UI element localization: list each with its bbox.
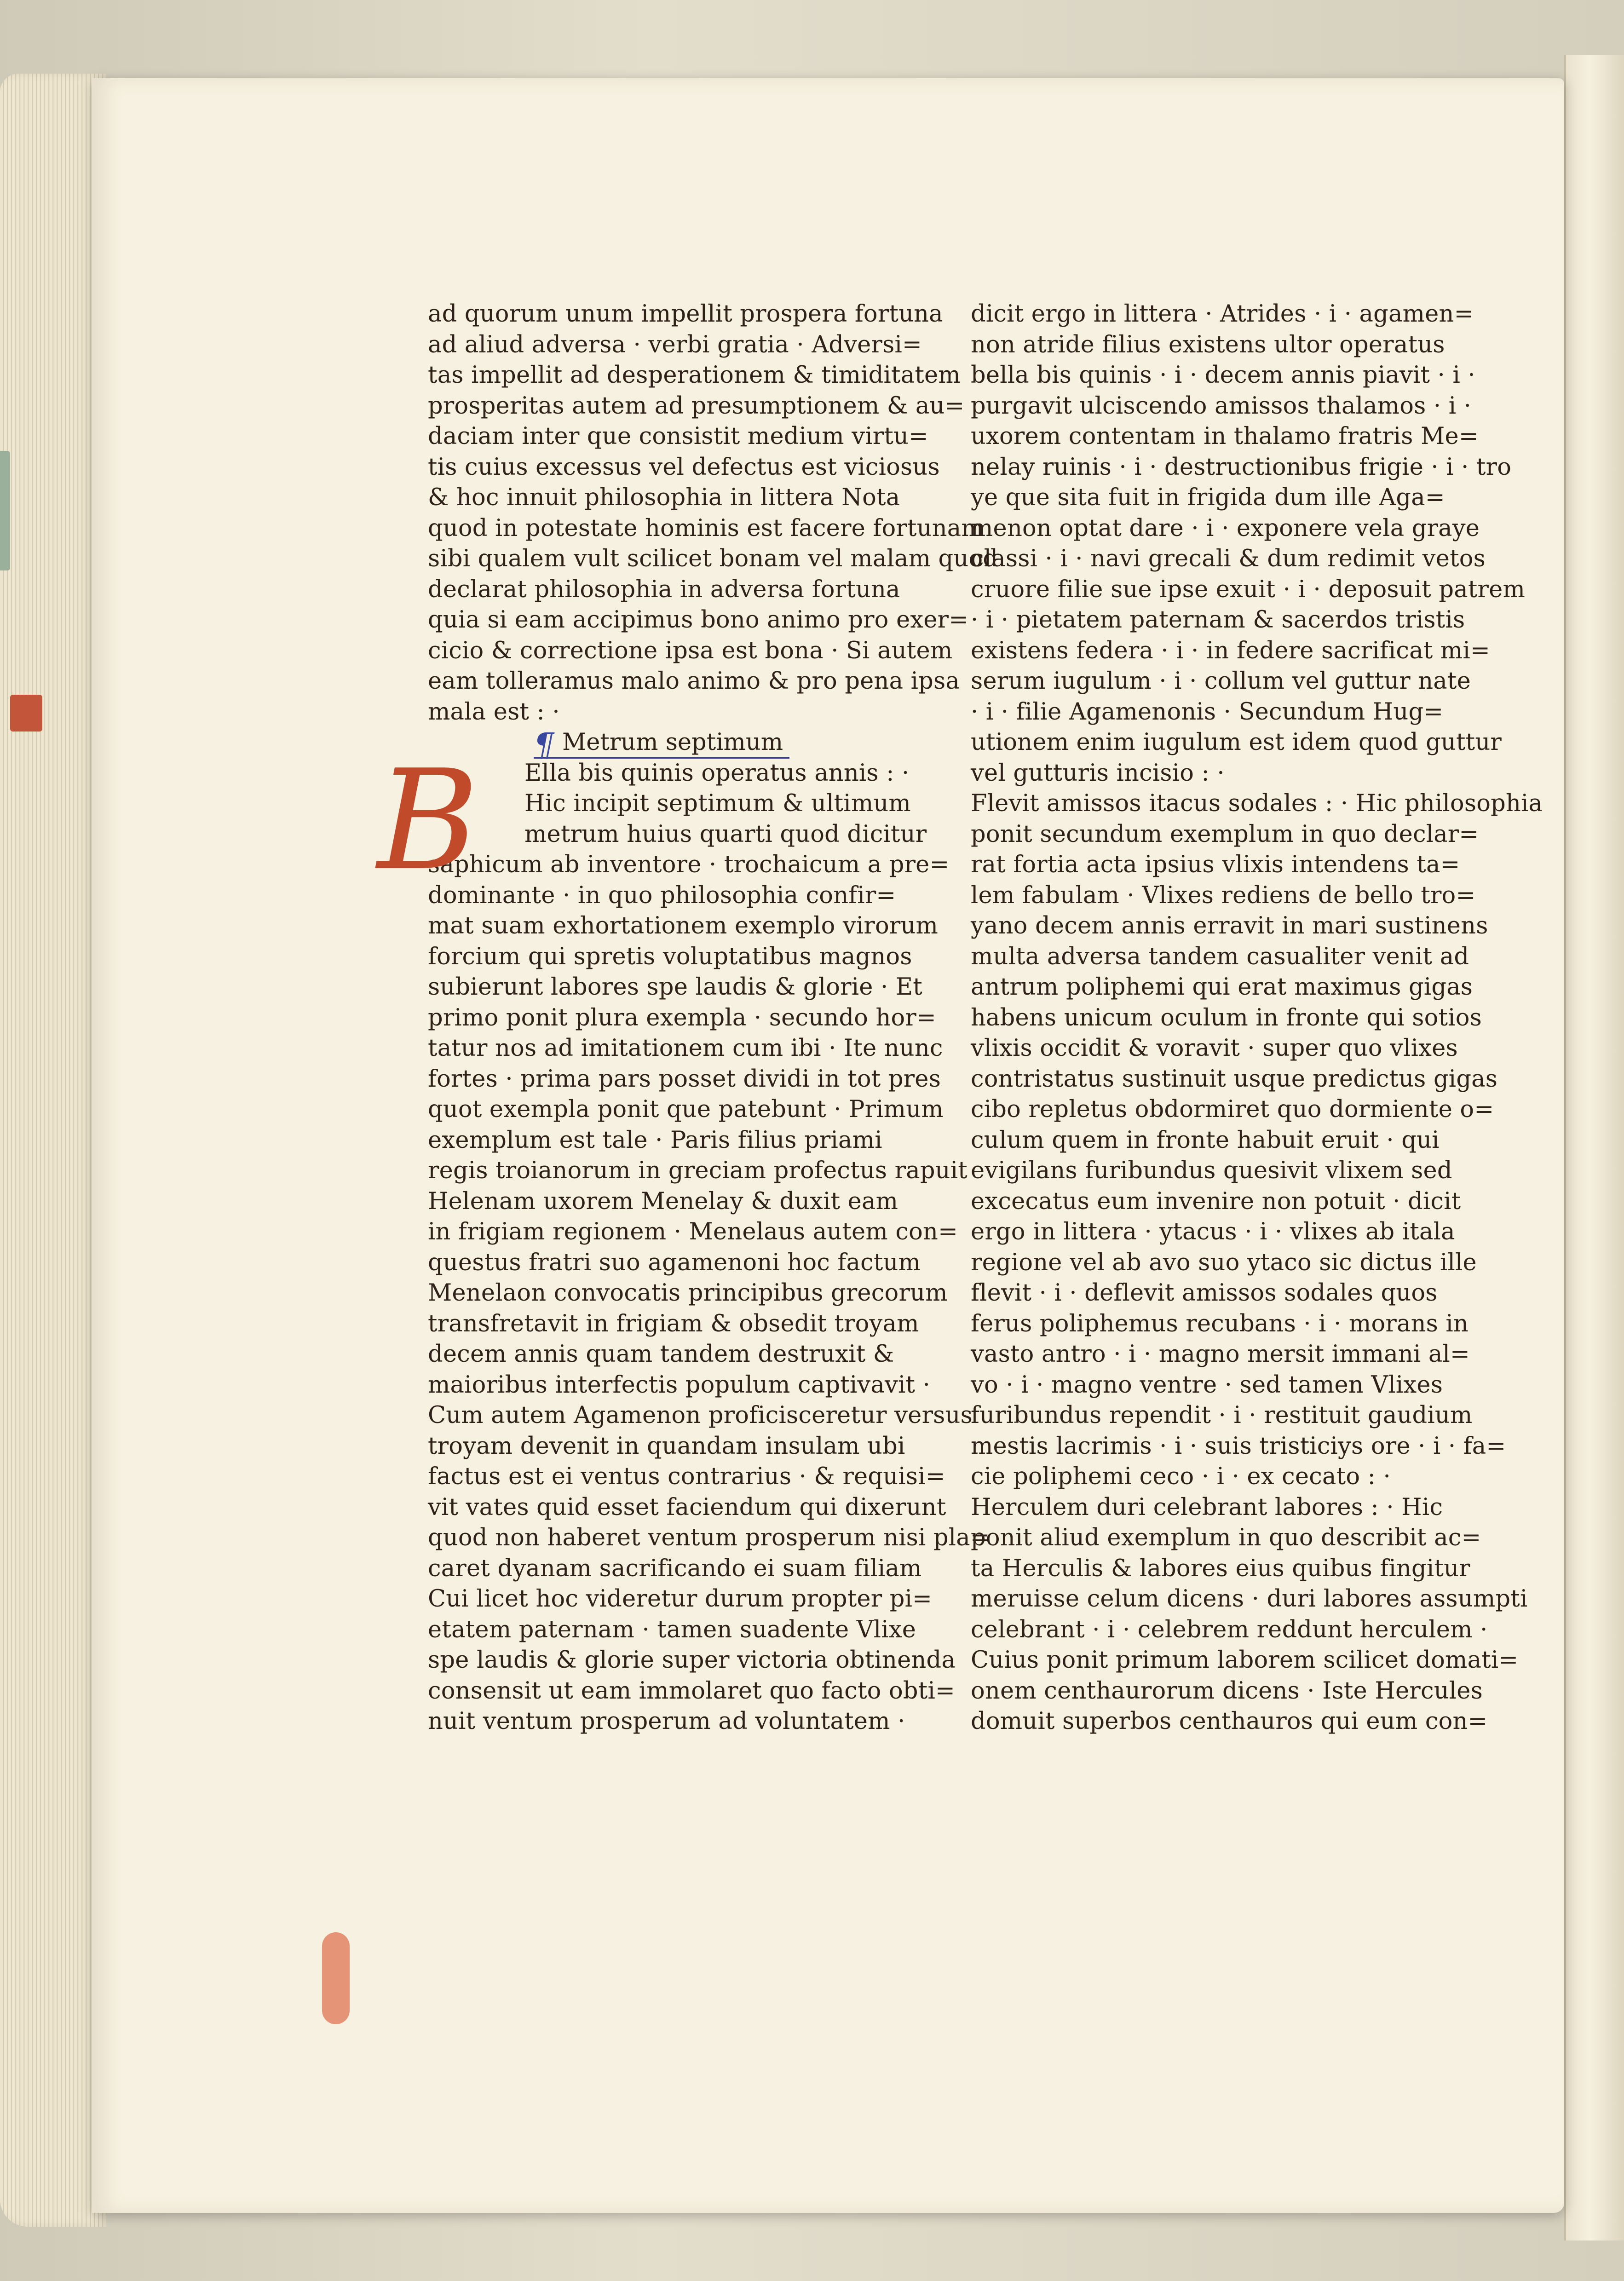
facing-page-edge	[1564, 55, 1624, 2241]
text-line: Cuius ponit primum laborem scilicet domati=	[971, 1647, 1519, 1674]
text-line: furibundus rependit · i · restituit gaudium	[971, 1402, 1473, 1429]
text-line: transfretavit in frigiam & obsedit troyam	[428, 1310, 919, 1337]
text-line: meruisse celum dicens · duri labores assumpti	[971, 1585, 1528, 1613]
text-line: quod non haberet ventum prosperum nisi pla=	[428, 1524, 990, 1551]
metrum-heading-text: Metrum septimum	[562, 729, 783, 756]
text-line: Cum autem Agamenon proficisceretur versus	[428, 1402, 973, 1429]
text-line: Cui licet hoc videretur durum propter pi=	[428, 1585, 933, 1613]
text-line: saphicum ab inventore · trochaicum a pre=	[428, 851, 950, 878]
text-line: & hoc innuit philosophia in littera Nota	[428, 484, 900, 511]
text-line: classi · i · navi grecali & dum redimit vetos	[971, 545, 1486, 572]
paragraph-mark-icon: ¶	[534, 726, 554, 764]
left-column	[377, 299, 998, 1737]
text-line: rat fortia acta ipsius vlixis intendens ta=	[971, 851, 1460, 878]
text-line: mestis lacrimis · i · suis tristiciys ore · i · fa=	[971, 1432, 1506, 1460]
text-line: quot exempla ponit que patebunt · Primum	[428, 1096, 944, 1123]
text-line: tis cuius excessus vel defectus est viciosus	[428, 453, 940, 481]
text-line: consensit ut eam immolaret quo facto obti=	[428, 1677, 955, 1705]
metrum-heading	[428, 726, 934, 764]
text-line: daciam inter que consistit medium virtu=	[428, 423, 928, 450]
text-line: vel gutturis incisio : ·	[971, 759, 1225, 787]
text-line: Flevit amissos itacus sodales : · Hic philosophia	[971, 790, 1543, 817]
text-line: caret dyanam sacrificando ei suam filiam	[428, 1555, 922, 1582]
text-line: mat suam exhortationem exemplo virorum	[428, 912, 939, 939]
text-line: subierunt labores spe laudis & glorie · Et	[428, 973, 922, 1001]
text-line: ferus poliphemus recubans · i · morans in	[971, 1310, 1469, 1337]
text-line: lem fabulam · Vlixes rediens de bello tro=	[971, 881, 1476, 909]
text-line: ponit secundum exemplum in quo declar=	[971, 820, 1479, 848]
text-line: antrum poliphemi qui erat maximus gigas	[971, 973, 1473, 1001]
text-line: contristatus sustinuit usque predictus gigas	[971, 1065, 1498, 1093]
text-line: serum iugulum · i · collum vel guttur nate	[971, 668, 1471, 695]
left-column-top	[428, 299, 998, 727]
text-line: vasto antro · i · magno mersit immani al=	[971, 1341, 1470, 1368]
text-line: purgavit ulciscendo amissos thalamos · i ·	[971, 392, 1472, 420]
text-line: ergo in littera · ytacus · i · vlixes ab itala	[971, 1218, 1455, 1245]
ink-blemish	[322, 1932, 350, 2024]
text-line: yano decem annis erravit in mari sustinens	[971, 912, 1488, 939]
text-line: ye que sita fuit in frigida dum ille Aga=	[971, 484, 1445, 511]
text-line: ad aliud adversa · verbi gratia · Adversi=	[428, 331, 922, 358]
text-line: excecatus eum invenire non potuit · dicit	[971, 1187, 1461, 1215]
text-line: multa adversa tandem casualiter venit ad	[971, 943, 1469, 970]
text-line: culum quem in fronte habuit eruit · qui	[971, 1126, 1440, 1154]
text-line: · i · filie Agamenonis · Secundum Hug=	[971, 698, 1444, 726]
text-line: non atride filius existens ultor operatus	[971, 331, 1445, 358]
text-line: Helenam uxorem Menelay & duxit eam	[428, 1187, 898, 1215]
text-line: sibi qualem vult scilicet bonam vel malam quod	[428, 545, 998, 572]
text-line: ponit aliud exemplum in quo describit ac=	[971, 1524, 1481, 1551]
text-line: prosperitas autem ad presumptionem & au=	[428, 392, 965, 420]
text-line: ta Herculis & labores eius quibus fingitur	[971, 1555, 1470, 1582]
text-line: nuit ventum prosperum ad voluntatem ·	[428, 1708, 905, 1735]
text-line: regione vel ab avo suo ytaco sic dictus ille	[971, 1249, 1477, 1276]
text-line: dicit ergo in littera · Atrides · i · agamen=	[971, 300, 1474, 328]
text-line: fortes · prima pars posset dividi in tot pres	[428, 1065, 941, 1093]
text-line: quod in potestate hominis est facere fortunam	[428, 514, 984, 542]
text-line: forcium qui spretis voluptatibus magnos	[428, 943, 912, 970]
text-line: onem centhaurorum dicens · Iste Hercules	[971, 1677, 1483, 1705]
text-line: cie poliphemi ceco · i · ex cecato : ·	[971, 1463, 1391, 1490]
text-line: exemplum est tale · Paris filius priami	[428, 1126, 882, 1154]
text-line: etatem paternam · tamen suadente Vlixe	[428, 1616, 916, 1643]
text-line: celebrant · i · celebrem reddunt herculem ·	[971, 1616, 1488, 1643]
text-line: decem annis quam tandem destruxit &	[428, 1341, 894, 1368]
text-line: spe laudis & glorie super victoria obtinenda	[428, 1647, 956, 1674]
text-line: mala est : ·	[428, 698, 560, 726]
text-line: Ella bis quinis operatus annis : ·	[524, 759, 910, 787]
text-line: in frigiam regionem · Menelaus autem con=	[428, 1218, 958, 1245]
text-line: Menelaon convocatis principibus grecorum	[428, 1279, 948, 1307]
text-line: quia si eam accipimus bono animo pro exer=	[428, 606, 969, 634]
red-tab-marker	[10, 695, 42, 732]
text-line: Hic incipit septimum & ultimum	[524, 790, 911, 817]
text-line: domuit superbos centhauros qui eum con=	[971, 1708, 1488, 1735]
metrum-heading-box	[534, 726, 789, 764]
text-line: vlixis occidit & voravit · super quo vlixes	[971, 1035, 1458, 1062]
text-line: troyam devenit in quandam insulam ubi	[428, 1432, 905, 1460]
text-line: Herculem duri celebrant labores : · Hic	[971, 1493, 1443, 1521]
text-line: utionem enim iugulum est idem quod guttur	[971, 729, 1502, 756]
text-line: declarat philosophia in adversa fortuna	[428, 576, 900, 603]
page-edges	[0, 74, 106, 2227]
right-column	[971, 299, 1543, 1737]
text-line: nelay ruinis · i · destructionibus frigie · i · tro	[971, 453, 1512, 481]
text-line: cruore filie sue ipse exuit · i · deposuit patrem	[971, 576, 1526, 603]
text-line: factus est ei ventus contrarius · & requisi=	[428, 1463, 945, 1490]
text-line: vit vates quid esset faciendum qui dixerunt	[428, 1493, 946, 1521]
text-line: cibo repletus obdormiret quo dormiente o=	[971, 1096, 1494, 1123]
text-line: uxorem contentam in thalamo fratris Me=	[971, 423, 1479, 450]
decorated-initial: B	[377, 740, 479, 901]
text-line: vo · i · magno ventre · sed tamen Vlixes	[971, 1371, 1443, 1399]
text-line: bella bis quinis · i · decem annis piavit · i ·	[971, 362, 1475, 389]
text-line: ad quorum unum impellit prospera fortuna	[428, 300, 943, 328]
text-line: primo ponit plura exempla · secundo hor=	[428, 1004, 936, 1031]
text-line: metrum huius quarti quod dicitur	[524, 820, 927, 848]
text-line: evigilans furibundus quesivit vlixem sed	[971, 1157, 1452, 1184]
text-line: tatur nos ad imitationem cum ibi · Ite nunc	[428, 1035, 943, 1062]
text-line: questus fratri suo agamenoni hoc factum	[428, 1249, 921, 1276]
text-line: maioribus interfectis populum captivavit ·	[428, 1371, 931, 1399]
text-line: flevit · i · deflevit amissos sodales quos	[971, 1279, 1438, 1307]
text-line: existens federa · i · in federe sacrificat mi=	[971, 637, 1490, 664]
text-line: dominante · in quo philosophia confir=	[428, 881, 896, 909]
text-line: tas impellit ad desperationem & timiditatem	[428, 362, 961, 389]
text-line: · i · pietatem paternam & sacerdos tristis	[971, 606, 1465, 634]
text-line: habens unicum oculum in fronte qui sotios	[971, 1004, 1482, 1031]
text-line: menon optat dare · i · exponere vela graye	[971, 514, 1480, 542]
bookmark-strip	[0, 451, 10, 570]
text-line: eam tolleramus malo animo & pro pena ipsa	[428, 668, 960, 695]
text-line: regis troianorum in greciam profectus rapuit	[428, 1157, 967, 1184]
text-line: cicio & correctione ipsa est bona · Si autem	[428, 637, 953, 664]
